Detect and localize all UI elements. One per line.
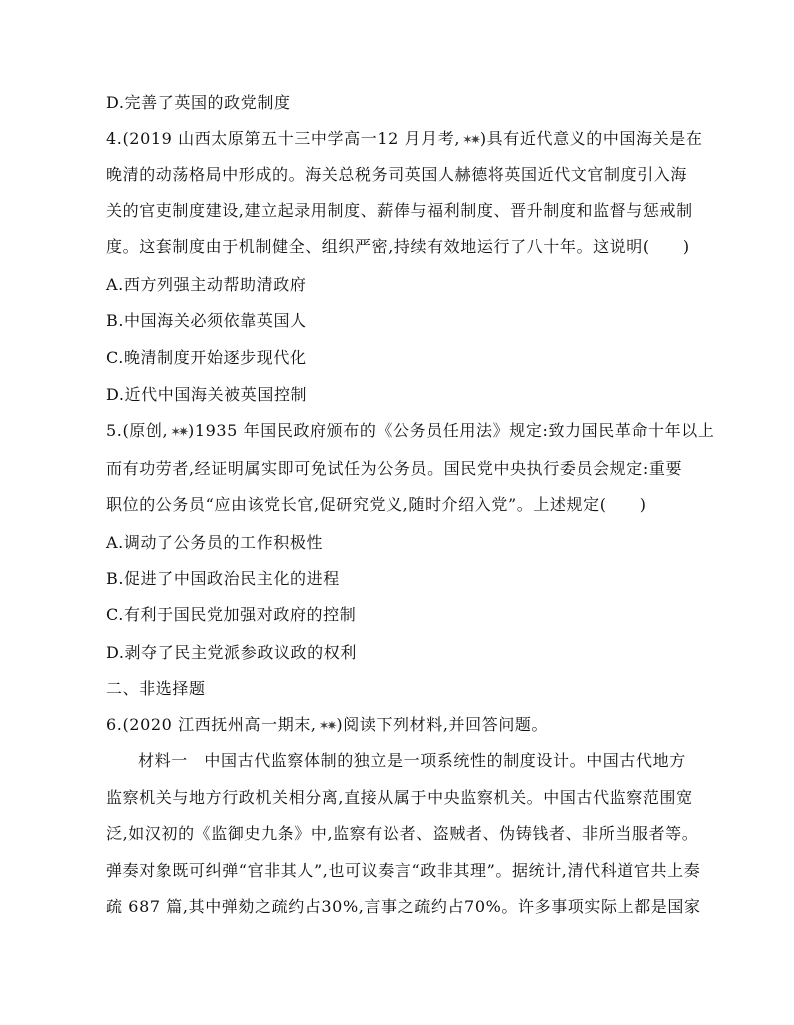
q4-option-d: D.近代中国海关被英国控制 — [106, 385, 308, 404]
q4-option-b: B.中国海关必须依靠英国人 — [106, 311, 307, 330]
q3-option-d: D.完善了英国的政党制度 — [106, 93, 291, 112]
q5-stem-suffix: )1935 年国民政府颁布的《公务员任用法》规定:致力国民革命十年以上 — [188, 421, 715, 440]
section-heading: 二、非选择题 — [106, 679, 206, 698]
difficulty-stars-icon: ✶✷ — [462, 133, 478, 148]
q4-stem-line-1 — [106, 128, 703, 152]
q5-stem-line-2: 而有功劳者,经证明属实即可免试任为公务员。国民党中央执行委员会规定:重要 — [106, 459, 683, 478]
q6-material-line-3: 泛,如汉初的《监御史九条》中,监察有讼者、盗贼者、伪铸钱者、非所当服者等。 — [106, 824, 699, 843]
q5-option-d: D.剥夺了民主党派参政议政的权利 — [106, 643, 357, 662]
q6-material-line-1: 材料一 中国古代监察体制的独立是一项系统性的制度设计。中国古代地方 — [138, 751, 686, 770]
q5-option-b: B.促进了中国政治民主化的进程 — [106, 569, 340, 588]
q4-stem-line-3: 关的官吏制度建设,建立起录用制度、薪俸与福利制度、晋升制度和监督与惩戒制 — [106, 201, 693, 220]
q6-stem-suffix: )阅读下列材料,并回答问题。 — [336, 715, 549, 734]
difficulty-stars-icon: ✶✷ — [170, 425, 186, 440]
q4-option-c: C.晚清制度开始逐步现代化 — [106, 348, 307, 367]
q6-material-line-5: 疏 687 篇,其中弹劾之疏约占30%,言事之疏约占70%。许多事项实际上都是国家 — [106, 897, 701, 916]
q6-stem-line-1 — [106, 714, 548, 738]
q4-stem-line-2: 晚清的动荡格局中形成的。海关总税务司英国人赫德将英国近代文官制度引入海 — [106, 165, 688, 184]
q5-stem-prefix: 5.(原创, — [106, 421, 169, 440]
q4-option-a: A.西方列强主动帮助清政府 — [106, 275, 307, 294]
q5-stem-line-3: 职位的公务员“应由该党长官,促研究党义,随时介绍入党”。上述规定( ) — [106, 495, 647, 514]
difficulty-stars-icon: ✶✷ — [318, 719, 335, 734]
q6-material-line-4: 弹奏对象既可纠弹“官非其人”,也可议奏言“政非其理”。据统计,清代科道官共上奏 — [106, 861, 701, 880]
q5-option-c: C.有利于国民党加强对政府的控制 — [106, 605, 357, 624]
q6-material-line-2: 监察机关与地方行政机关相分离,直接从属于中央监察机关。中国古代监察范围宽 — [106, 788, 693, 807]
q4-stem-prefix: 4.(2019 山西太原第五十三中学高一12 月月考, — [106, 129, 461, 148]
q4-stem-suffix: )具有近代意义的中国海关是在 — [479, 129, 703, 148]
q5-option-a: A.调动了公务员的工作积极性 — [106, 533, 324, 552]
q4-stem-line-4: 度。这套制度由于机制健全、组织严密,持续有效地运行了八十年。这说明( ) — [106, 237, 690, 256]
q6-stem-prefix: 6.(2020 江西抚州高一期末, — [106, 715, 317, 734]
q5-stem-line-1 — [106, 420, 714, 444]
